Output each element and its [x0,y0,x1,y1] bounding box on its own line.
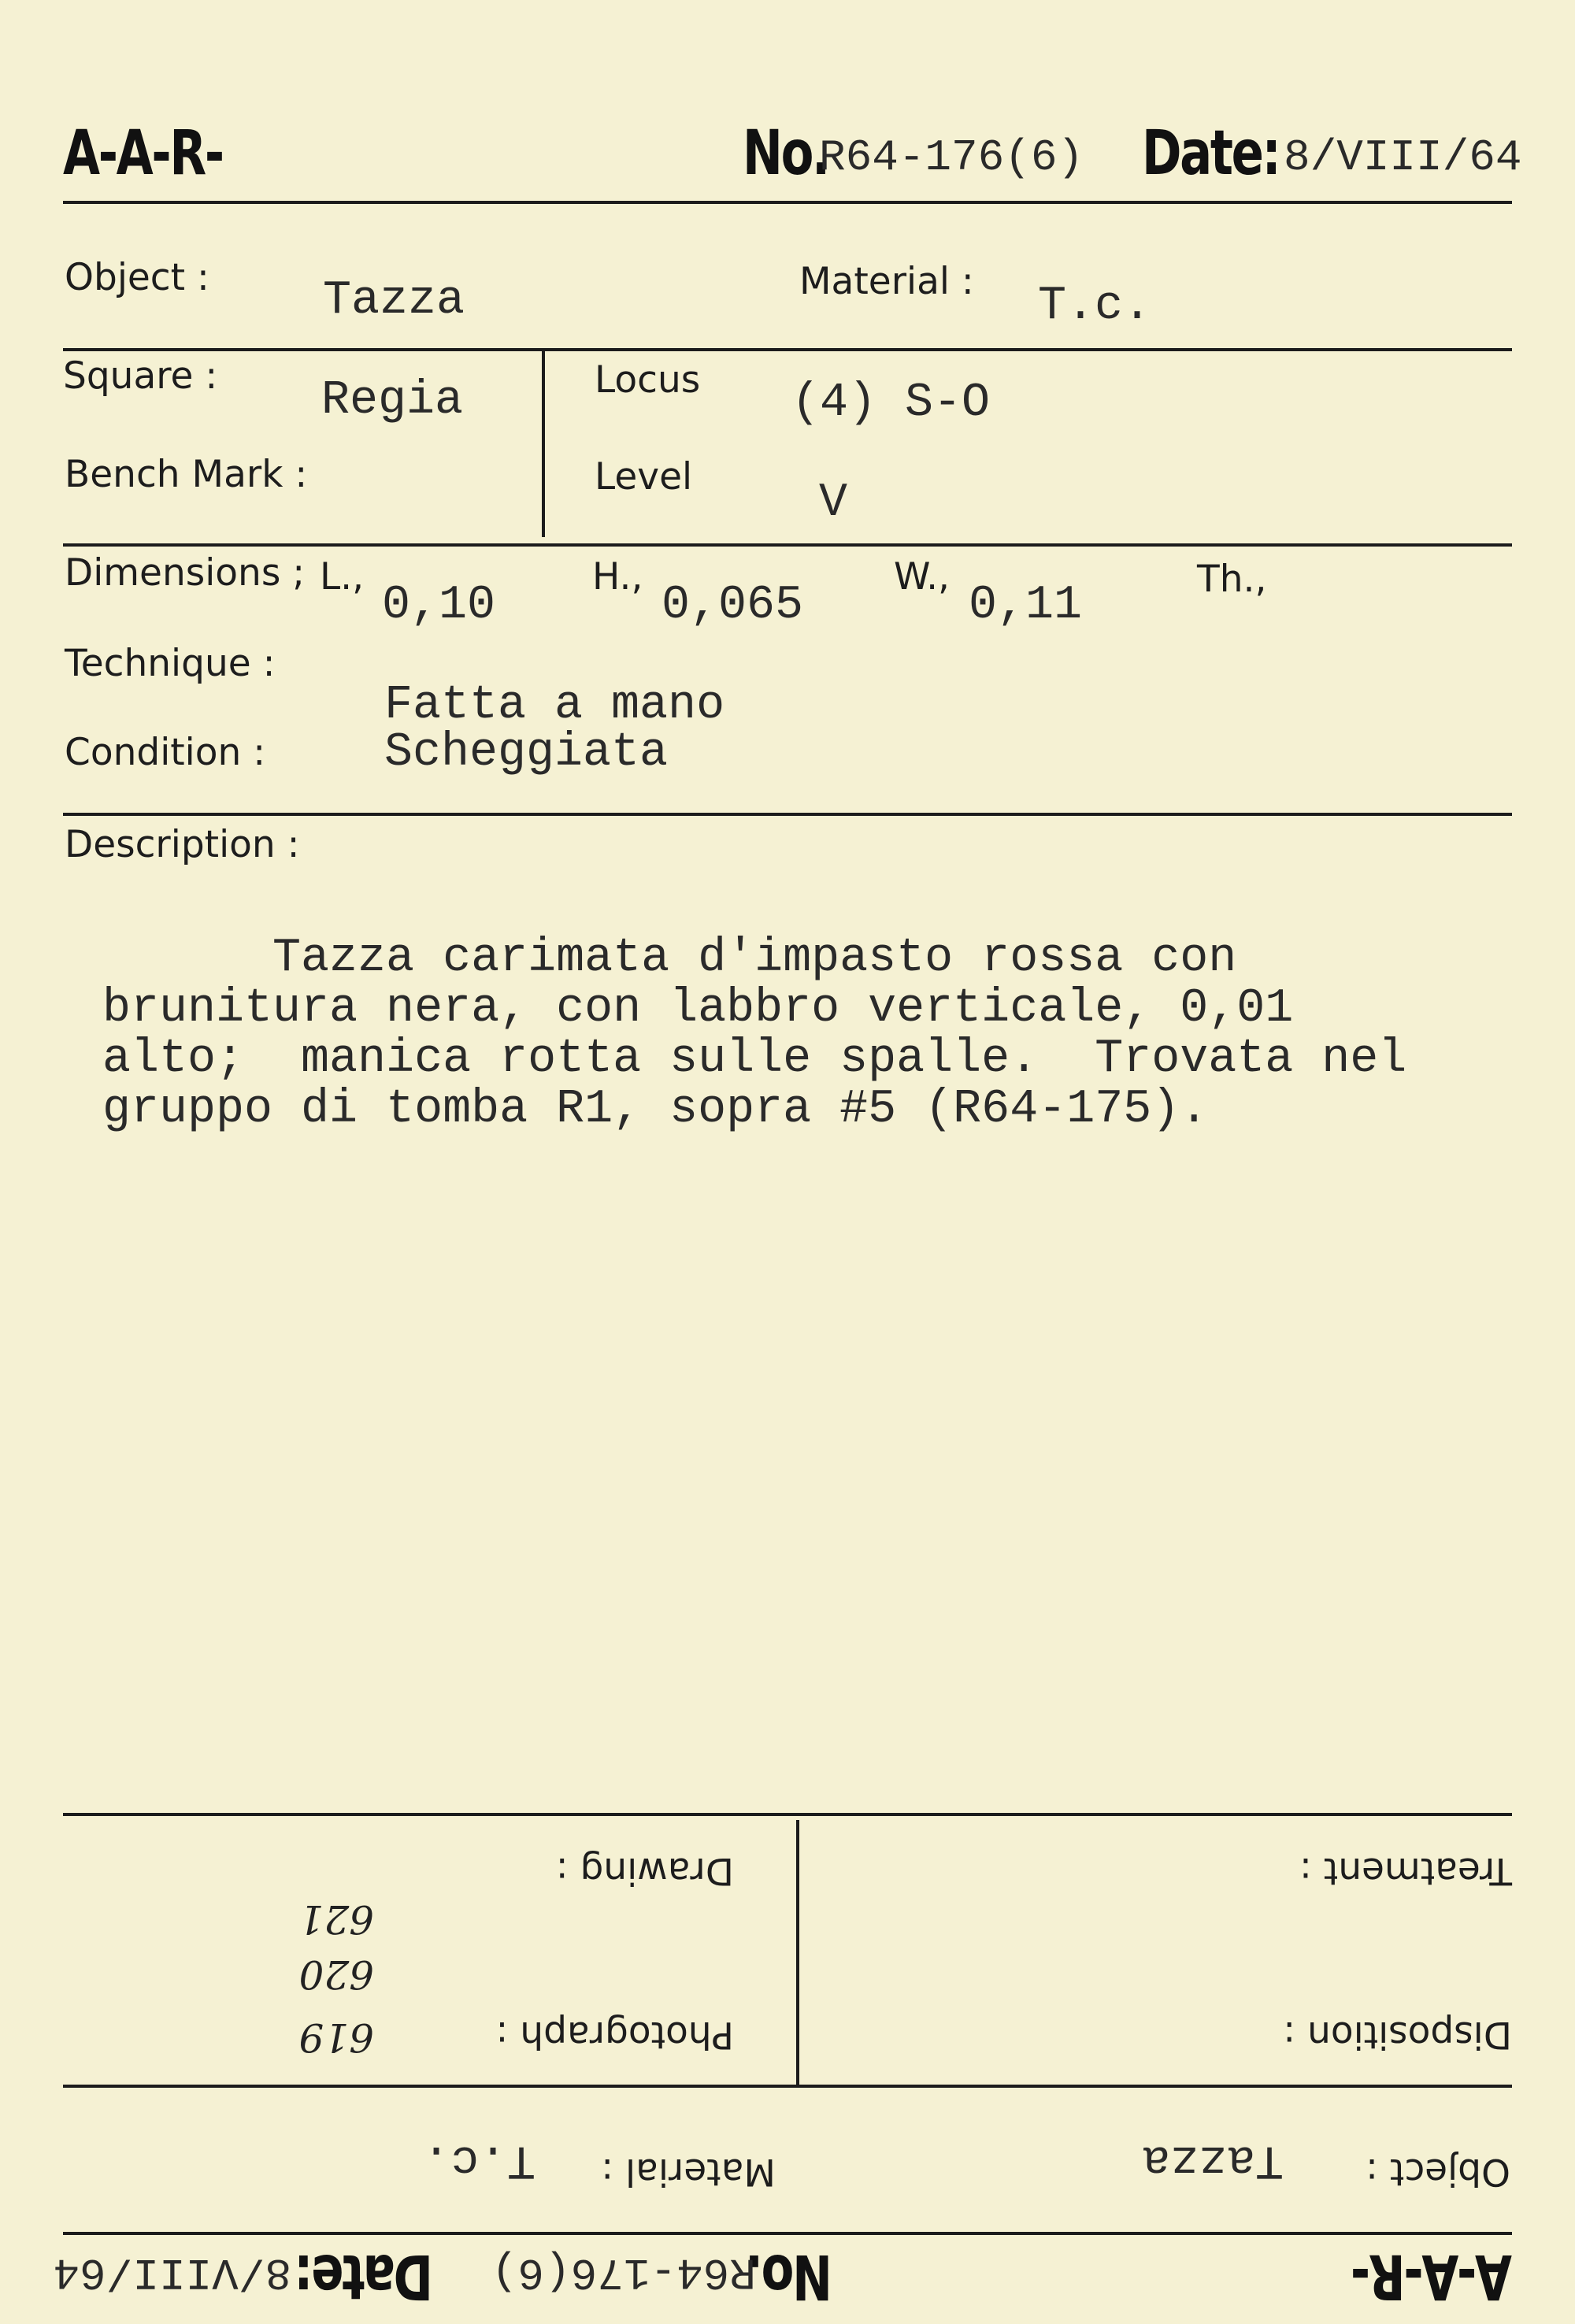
material-label: Material : [799,260,974,303]
object-label: Object : [1366,2150,1510,2193]
square-label: Square : [63,354,218,398]
width-label: W., [894,555,950,599]
divider [796,1820,799,2088]
divider [63,2232,1512,2235]
technique-label: Technique : [65,642,276,685]
drawing-label: Drawing : [555,1849,734,1892]
org-label: A-A-R- [63,118,223,189]
date-value: 8/VIII/64 [1284,132,1522,183]
condition-label: Condition : [65,731,266,774]
material-value: T.c. [421,2133,536,2186]
divider [63,543,1512,547]
number-value: R64-176(6) [491,2247,756,2297]
org-label: A-A-R- [1352,2241,1512,2311]
divider [63,813,1512,816]
divider [63,2085,1512,2088]
inverted-section [0,1685,1575,2324]
locus-label: Locus [595,358,701,402]
divider [63,201,1512,204]
number-label: No. [743,118,828,189]
object-value: Tazza [323,274,465,328]
level-label: Level [595,455,693,499]
description-label: Description : [65,823,300,866]
divider [63,348,1512,351]
photo-number: 621 [298,1896,374,1942]
height-label: H., [592,555,643,599]
material-value: T.c. [1038,280,1152,333]
thickness-label: Th., [1197,558,1267,601]
height-value: 0,065 [662,579,804,632]
length-label: L., [320,555,365,599]
number-value: R64-176(6) [819,132,1084,183]
technique-value: Fatta a mano [384,679,725,732]
date-label: Date: [1142,118,1280,189]
photograph-label: Photograph : [495,2013,734,2056]
disposition-label: Disposition : [1283,2013,1512,2056]
treatment-label: Treatment : [1299,1849,1512,1892]
description-text: Tazza carimata d'impasto rossa con brunitura nera, con labbro verticale, 0,01 alto; manica rotta sulle spalle. Trovata nel gruppo di tomba R1, sopra #5 (R64-175). [102,932,1407,1136]
condition-value: Scheggiata [384,726,669,780]
material-label: Material : [601,2150,776,2193]
number-label: No. [747,2241,832,2311]
length-value: 0,10 [382,579,496,632]
object-value: Tazza [1141,2133,1284,2186]
photo-number: 620 [298,1951,374,1997]
divider [63,1813,1512,1816]
width-value: 0,11 [969,579,1083,632]
object-label: Object : [65,256,209,299]
photo-number: 619 [298,2015,374,2060]
dimensions-label: Dimensions ; [65,551,306,595]
date-label: Date: [295,2241,433,2311]
level-value: V [819,476,848,530]
divider [542,348,545,537]
bench-mark-label: Bench Mark : [65,453,308,496]
locus-value: (4) S-O [791,376,991,430]
date-value: 8/VIII/64 [53,2247,291,2297]
square-value: Regia [321,374,464,428]
